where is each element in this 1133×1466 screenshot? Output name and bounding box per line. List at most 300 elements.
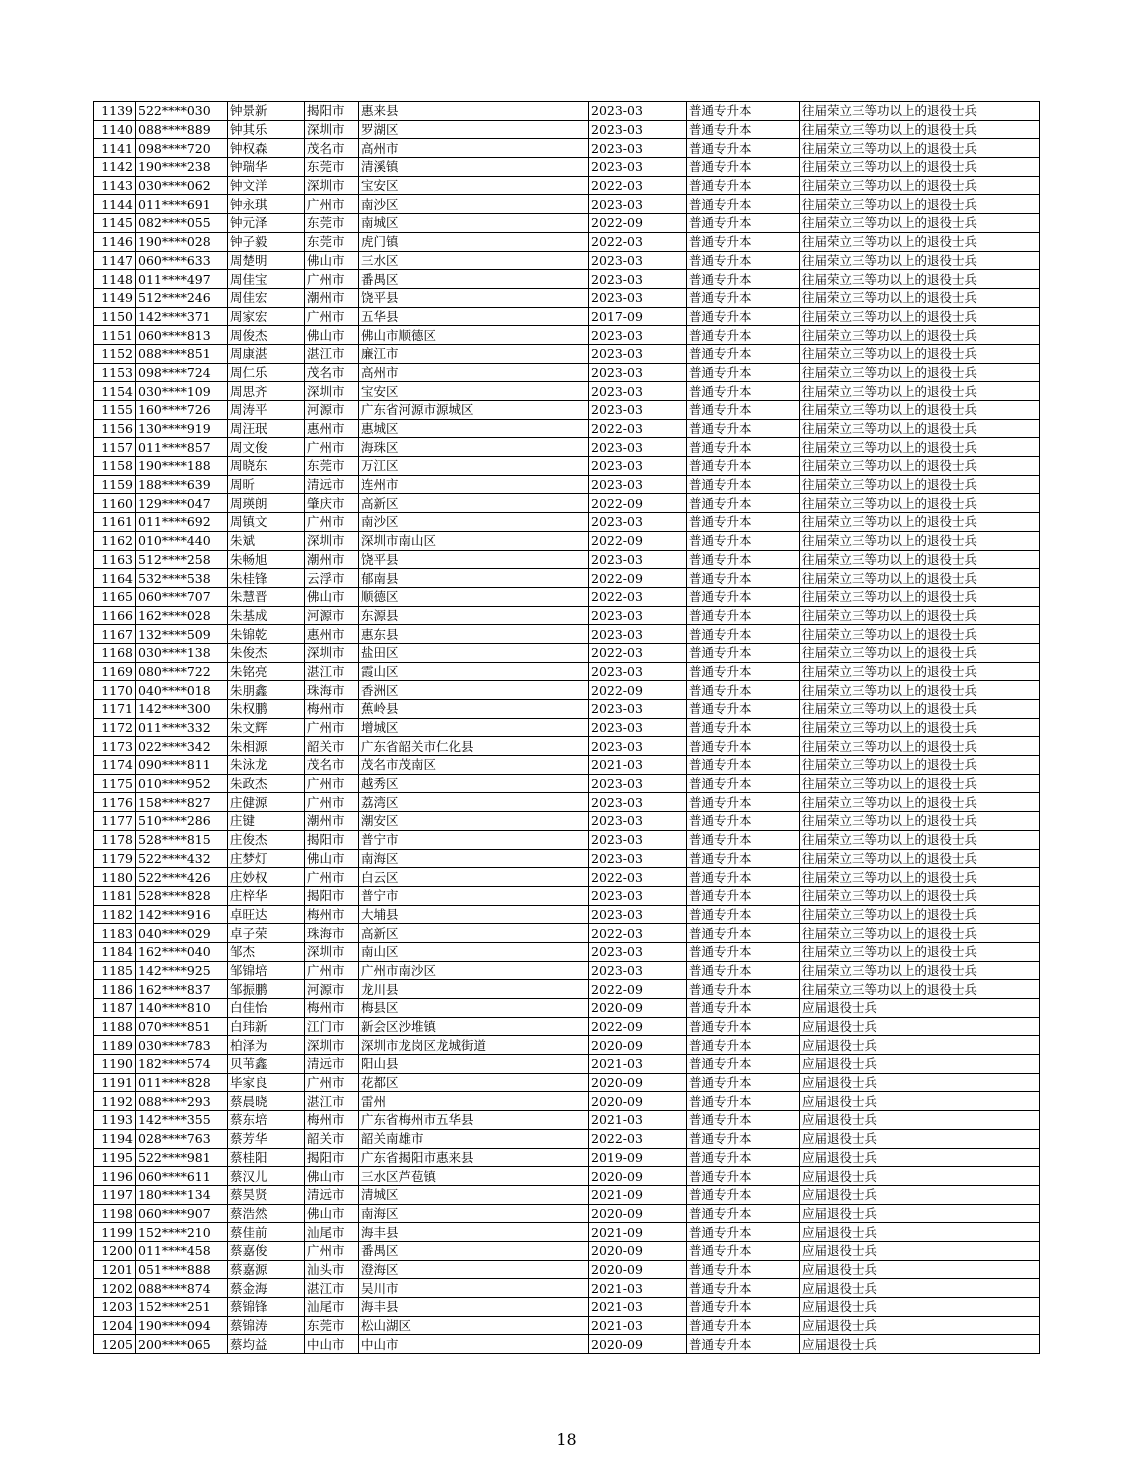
- table-row: [94, 606, 1040, 625]
- cell-program: 普通专升本: [687, 382, 800, 401]
- cell-enlist-date: 2023-03: [589, 606, 687, 625]
- cell-program: 普通专升本: [687, 550, 800, 569]
- cell-city: 汕头市: [305, 1260, 359, 1279]
- cell-district: 阳山县: [359, 1055, 589, 1074]
- cell-id-number: 190****028: [136, 232, 228, 251]
- cell-category: 应届退役士兵: [800, 1316, 1040, 1335]
- cell-district: 海丰县: [359, 1298, 589, 1317]
- cell-category: 应届退役士兵: [800, 1055, 1040, 1074]
- table-row: [94, 793, 1040, 812]
- cell-id-number: 040****018: [136, 681, 228, 700]
- table-row: [94, 139, 1040, 158]
- table-row: [94, 868, 1040, 887]
- table-row: [94, 1316, 1040, 1335]
- cell-name: 朱基成: [228, 606, 305, 625]
- cell-district: 潮安区: [359, 812, 589, 831]
- cell-name: 周瑛朗: [228, 494, 305, 513]
- table-row: [94, 1092, 1040, 1111]
- cell-program: 普通专升本: [687, 980, 800, 999]
- cell-serial-number: 1198: [94, 1204, 136, 1223]
- cell-city: 珠海市: [305, 924, 359, 943]
- cell-program: 普通专升本: [687, 830, 800, 849]
- cell-program: 普通专升本: [687, 419, 800, 438]
- cell-district: 南山区: [359, 942, 589, 961]
- cell-program: 普通专升本: [687, 905, 800, 924]
- cell-program: 普通专升本: [687, 457, 800, 476]
- cell-category: 往届荣立三等功以上的退役士兵: [800, 270, 1040, 289]
- cell-program: 普通专升本: [687, 868, 800, 887]
- cell-name: 钟景新: [228, 102, 305, 121]
- cell-enlist-date: 2023-03: [589, 886, 687, 905]
- cell-id-number: 158****827: [136, 793, 228, 812]
- cell-id-number: 080****722: [136, 662, 228, 681]
- cell-category: 应届退役士兵: [800, 1335, 1040, 1354]
- cell-serial-number: 1167: [94, 625, 136, 644]
- cell-city: 河源市: [305, 606, 359, 625]
- cell-city: 肇庆市: [305, 494, 359, 513]
- cell-name: 庄健源: [228, 793, 305, 812]
- table-row: [94, 756, 1040, 775]
- cell-program: 普通专升本: [687, 195, 800, 214]
- cell-category: 往届荣立三等功以上的退役士兵: [800, 232, 1040, 251]
- table-row: [94, 438, 1040, 457]
- cell-id-number: 051****888: [136, 1260, 228, 1279]
- cell-serial-number: 1152: [94, 344, 136, 363]
- cell-program: 普通专升本: [687, 1073, 800, 1092]
- cell-name: 周佳宏: [228, 288, 305, 307]
- cell-city: 清远市: [305, 1055, 359, 1074]
- cell-serial-number: 1185: [94, 961, 136, 980]
- cell-serial-number: 1154: [94, 382, 136, 401]
- cell-program: 普通专升本: [687, 1223, 800, 1242]
- table-row: [94, 214, 1040, 233]
- cell-district: 清溪镇: [359, 158, 589, 177]
- cell-category: 往届荣立三等功以上的退役士兵: [800, 176, 1040, 195]
- cell-enlist-date: 2022-09: [589, 494, 687, 513]
- cell-enlist-date: 2020-09: [589, 1335, 687, 1354]
- cell-city: 清远市: [305, 1185, 359, 1204]
- cell-category: 应届退役士兵: [800, 1204, 1040, 1223]
- cell-enlist-date: 2021-03: [589, 1316, 687, 1335]
- cell-program: 普通专升本: [687, 288, 800, 307]
- cell-program: 普通专升本: [687, 120, 800, 139]
- cell-id-number: 028****763: [136, 1129, 228, 1148]
- cell-district: 惠东县: [359, 625, 589, 644]
- cell-serial-number: 1194: [94, 1129, 136, 1148]
- cell-city: 梅州市: [305, 700, 359, 719]
- cell-id-number: 011****458: [136, 1241, 228, 1260]
- cell-name: 贝苇鑫: [228, 1055, 305, 1074]
- table-row: [94, 1073, 1040, 1092]
- cell-program: 普通专升本: [687, 270, 800, 289]
- cell-program: 普通专升本: [687, 737, 800, 756]
- table-row: [94, 363, 1040, 382]
- cell-district: 蕉岭县: [359, 700, 589, 719]
- cell-program: 普通专升本: [687, 1036, 800, 1055]
- cell-program: 普通专升本: [687, 643, 800, 662]
- cell-serial-number: 1170: [94, 681, 136, 700]
- cell-district: 新会区沙堆镇: [359, 1017, 589, 1036]
- cell-serial-number: 1150: [94, 307, 136, 326]
- table-row: [94, 849, 1040, 868]
- cell-name: 蔡嘉源: [228, 1260, 305, 1279]
- cell-enlist-date: 2022-03: [589, 232, 687, 251]
- cell-category: 往届荣立三等功以上的退役士兵: [800, 214, 1040, 233]
- cell-city: 惠州市: [305, 419, 359, 438]
- cell-enlist-date: 2023-03: [589, 251, 687, 270]
- cell-name: 柏泽为: [228, 1036, 305, 1055]
- cell-serial-number: 1169: [94, 662, 136, 681]
- table-row: [94, 924, 1040, 943]
- cell-program: 普通专升本: [687, 756, 800, 775]
- cell-category: 往届荣立三等功以上的退役士兵: [800, 625, 1040, 644]
- cell-category: 往届荣立三等功以上的退役士兵: [800, 326, 1040, 345]
- cell-name: 周俊杰: [228, 326, 305, 345]
- cell-serial-number: 1162: [94, 531, 136, 550]
- table-row: [94, 288, 1040, 307]
- cell-enlist-date: 2021-03: [589, 1055, 687, 1074]
- cell-serial-number: 1197: [94, 1185, 136, 1204]
- cell-category: 应届退役士兵: [800, 1298, 1040, 1317]
- cell-name: 周汪珉: [228, 419, 305, 438]
- cell-district: 连州市: [359, 475, 589, 494]
- cell-enlist-date: 2021-09: [589, 1185, 687, 1204]
- cell-name: 周涛平: [228, 401, 305, 420]
- cell-category: 往届荣立三等功以上的退役士兵: [800, 401, 1040, 420]
- cell-program: 普通专升本: [687, 326, 800, 345]
- cell-program: 普通专升本: [687, 1129, 800, 1148]
- cell-enlist-date: 2023-03: [589, 158, 687, 177]
- cell-category: 往届荣立三等功以上的退役士兵: [800, 606, 1040, 625]
- cell-category: 往届荣立三等功以上的退役士兵: [800, 942, 1040, 961]
- cell-name: 钟其乐: [228, 120, 305, 139]
- cell-city: 深圳市: [305, 1036, 359, 1055]
- cell-name: 白佳怡: [228, 999, 305, 1018]
- cell-enlist-date: 2023-03: [589, 625, 687, 644]
- cell-district: 梅县区: [359, 999, 589, 1018]
- cell-id-number: 180****134: [136, 1185, 228, 1204]
- cell-id-number: 088****889: [136, 120, 228, 139]
- cell-district: 清城区: [359, 1185, 589, 1204]
- cell-serial-number: 1189: [94, 1036, 136, 1055]
- cell-serial-number: 1176: [94, 793, 136, 812]
- cell-enlist-date: 2022-03: [589, 924, 687, 943]
- cell-district: 宝安区: [359, 176, 589, 195]
- cell-enlist-date: 2022-03: [589, 587, 687, 606]
- cell-id-number: 070****851: [136, 1017, 228, 1036]
- cell-city: 广州市: [305, 307, 359, 326]
- cell-district: 中山市: [359, 1335, 589, 1354]
- cell-city: 清远市: [305, 475, 359, 494]
- cell-category: 应届退役士兵: [800, 1241, 1040, 1260]
- cell-id-number: 510****286: [136, 812, 228, 831]
- cell-category: 往届荣立三等功以上的退役士兵: [800, 494, 1040, 513]
- cell-program: 普通专升本: [687, 718, 800, 737]
- cell-city: 佛山市: [305, 1167, 359, 1186]
- cell-city: 深圳市: [305, 382, 359, 401]
- cell-name: 朱政杰: [228, 774, 305, 793]
- cell-id-number: 088****851: [136, 344, 228, 363]
- cell-id-number: 200****065: [136, 1335, 228, 1354]
- cell-district: 荔湾区: [359, 793, 589, 812]
- cell-serial-number: 1168: [94, 643, 136, 662]
- cell-serial-number: 1142: [94, 158, 136, 177]
- cell-serial-number: 1163: [94, 550, 136, 569]
- cell-name: 卓子荣: [228, 924, 305, 943]
- table-row: [94, 830, 1040, 849]
- cell-district: 海珠区: [359, 438, 589, 457]
- cell-city: 东莞市: [305, 232, 359, 251]
- cell-name: 朱慧晋: [228, 587, 305, 606]
- cell-district: 南城区: [359, 214, 589, 233]
- cell-name: 朱泳龙: [228, 756, 305, 775]
- cell-city: 深圳市: [305, 120, 359, 139]
- cell-program: 普通专升本: [687, 401, 800, 420]
- cell-category: 往届荣立三等功以上的退役士兵: [800, 531, 1040, 550]
- cell-name: 周镇文: [228, 513, 305, 532]
- cell-district: 深圳市南山区: [359, 531, 589, 550]
- cell-enlist-date: 2020-09: [589, 1167, 687, 1186]
- cell-enlist-date: 2023-03: [589, 774, 687, 793]
- cell-district: 高州市: [359, 139, 589, 158]
- cell-enlist-date: 2023-03: [589, 812, 687, 831]
- cell-name: 蔡锦涛: [228, 1316, 305, 1335]
- cell-id-number: 190****238: [136, 158, 228, 177]
- cell-district: 韶关南雄市: [359, 1129, 589, 1148]
- cell-enlist-date: 2023-03: [589, 942, 687, 961]
- cell-enlist-date: 2021-03: [589, 1298, 687, 1317]
- cell-enlist-date: 2023-03: [589, 700, 687, 719]
- cell-serial-number: 1201: [94, 1260, 136, 1279]
- cell-enlist-date: 2020-09: [589, 1073, 687, 1092]
- table-row: [94, 1129, 1040, 1148]
- cell-city: 深圳市: [305, 643, 359, 662]
- cell-name: 周文俊: [228, 438, 305, 457]
- cell-name: 朱铭亮: [228, 662, 305, 681]
- cell-serial-number: 1177: [94, 812, 136, 831]
- cell-district: 饶平县: [359, 550, 589, 569]
- cell-district: 广东省梅州市五华县: [359, 1111, 589, 1130]
- cell-id-number: 152****251: [136, 1298, 228, 1317]
- cell-city: 潮州市: [305, 288, 359, 307]
- cell-city: 揭阳市: [305, 1148, 359, 1167]
- cell-name: 蔡东培: [228, 1111, 305, 1130]
- cell-id-number: 022****342: [136, 737, 228, 756]
- cell-category: 往届荣立三等功以上的退役士兵: [800, 550, 1040, 569]
- cell-category: 往届荣立三等功以上的退役士兵: [800, 382, 1040, 401]
- cell-name: 蔡汉儿: [228, 1167, 305, 1186]
- cell-name: 庄梦灯: [228, 849, 305, 868]
- cell-district: 茂名市茂南区: [359, 756, 589, 775]
- cell-city: 广州市: [305, 868, 359, 887]
- cell-enlist-date: 2023-03: [589, 830, 687, 849]
- cell-serial-number: 1149: [94, 288, 136, 307]
- cell-district: 佛山市顺德区: [359, 326, 589, 345]
- cell-name: 朱桂锋: [228, 569, 305, 588]
- table-row: [94, 1241, 1040, 1260]
- cell-enlist-date: 2022-03: [589, 643, 687, 662]
- cell-name: 庄梓华: [228, 886, 305, 905]
- table-row: [94, 1260, 1040, 1279]
- cell-name: 朱锦乾: [228, 625, 305, 644]
- cell-program: 普通专升本: [687, 1316, 800, 1335]
- cell-name: 周康湛: [228, 344, 305, 363]
- cell-category: 往届荣立三等功以上的退役士兵: [800, 924, 1040, 943]
- cell-district: 番禺区: [359, 1241, 589, 1260]
- cell-city: 东莞市: [305, 1316, 359, 1335]
- table-row: [94, 1223, 1040, 1242]
- cell-program: 普通专升本: [687, 942, 800, 961]
- cell-serial-number: 1140: [94, 120, 136, 139]
- cell-name: 蔡桂阳: [228, 1148, 305, 1167]
- cell-district: 顺德区: [359, 587, 589, 606]
- cell-city: 潮州市: [305, 812, 359, 831]
- table-row: [94, 812, 1040, 831]
- cell-city: 湛江市: [305, 662, 359, 681]
- cell-program: 普通专升本: [687, 1335, 800, 1354]
- cell-program: 普通专升本: [687, 438, 800, 457]
- table-row: [94, 1279, 1040, 1298]
- cell-district: 东源县: [359, 606, 589, 625]
- cell-id-number: 011****857: [136, 438, 228, 457]
- cell-id-number: 010****440: [136, 531, 228, 550]
- cell-id-number: 011****497: [136, 270, 228, 289]
- cell-enlist-date: 2021-03: [589, 756, 687, 775]
- cell-city: 广州市: [305, 438, 359, 457]
- cell-name: 周楚明: [228, 251, 305, 270]
- cell-serial-number: 1172: [94, 718, 136, 737]
- cell-district: 南沙区: [359, 195, 589, 214]
- cell-enlist-date: 2023-03: [589, 718, 687, 737]
- cell-enlist-date: 2020-09: [589, 1036, 687, 1055]
- cell-serial-number: 1160: [94, 494, 136, 513]
- cell-city: 深圳市: [305, 176, 359, 195]
- cell-district: 南海区: [359, 849, 589, 868]
- table-row: [94, 999, 1040, 1018]
- cell-city: 河源市: [305, 980, 359, 999]
- cell-serial-number: 1204: [94, 1316, 136, 1335]
- cell-id-number: 088****293: [136, 1092, 228, 1111]
- cell-name: 朱文辉: [228, 718, 305, 737]
- cell-name: 朱畅旭: [228, 550, 305, 569]
- cell-program: 普通专升本: [687, 363, 800, 382]
- cell-city: 珠海市: [305, 681, 359, 700]
- table-row: [94, 419, 1040, 438]
- cell-category: 往届荣立三等功以上的退役士兵: [800, 886, 1040, 905]
- cell-serial-number: 1151: [94, 326, 136, 345]
- cell-category: 往届荣立三等功以上的退役士兵: [800, 513, 1040, 532]
- roster-body: [94, 102, 1040, 1354]
- cell-district: 香洲区: [359, 681, 589, 700]
- cell-city: 佛山市: [305, 849, 359, 868]
- cell-name: 钟权森: [228, 139, 305, 158]
- cell-enlist-date: 2023-03: [589, 270, 687, 289]
- cell-category: 往届荣立三等功以上的退役士兵: [800, 756, 1040, 775]
- cell-district: 郁南县: [359, 569, 589, 588]
- cell-city: 韶关市: [305, 737, 359, 756]
- cell-category: 往届荣立三等功以上的退役士兵: [800, 681, 1040, 700]
- cell-program: 普通专升本: [687, 1241, 800, 1260]
- cell-category: 往届荣立三等功以上的退役士兵: [800, 905, 1040, 924]
- cell-serial-number: 1181: [94, 886, 136, 905]
- cell-city: 广州市: [305, 1073, 359, 1092]
- cell-category: 应届退役士兵: [800, 1036, 1040, 1055]
- cell-name: 周佳宝: [228, 270, 305, 289]
- cell-category: 往届荣立三等功以上的退役士兵: [800, 457, 1040, 476]
- cell-district: 盐田区: [359, 643, 589, 662]
- table-row: [94, 120, 1040, 139]
- cell-serial-number: 1161: [94, 513, 136, 532]
- cell-city: 梅州市: [305, 1111, 359, 1130]
- table-row: [94, 774, 1040, 793]
- cell-category: 往届荣立三等功以上的退役士兵: [800, 307, 1040, 326]
- cell-serial-number: 1157: [94, 438, 136, 457]
- cell-id-number: 190****094: [136, 1316, 228, 1335]
- cell-enlist-date: 2022-09: [589, 569, 687, 588]
- table-row: [94, 643, 1040, 662]
- cell-city: 揭阳市: [305, 830, 359, 849]
- cell-enlist-date: 2022-09: [589, 1017, 687, 1036]
- cell-id-number: 528****815: [136, 830, 228, 849]
- cell-program: 普通专升本: [687, 232, 800, 251]
- cell-id-number: 011****332: [136, 718, 228, 737]
- table-row: [94, 457, 1040, 476]
- cell-category: 往届荣立三等功以上的退役士兵: [800, 961, 1040, 980]
- cell-program: 普通专升本: [687, 531, 800, 550]
- cell-serial-number: 1171: [94, 700, 136, 719]
- cell-id-number: 160****726: [136, 401, 228, 420]
- cell-district: 廉江市: [359, 344, 589, 363]
- cell-city: 湛江市: [305, 344, 359, 363]
- cell-enlist-date: 2022-03: [589, 419, 687, 438]
- cell-enlist-date: 2023-03: [589, 139, 687, 158]
- cell-serial-number: 1199: [94, 1223, 136, 1242]
- cell-district: 高新区: [359, 494, 589, 513]
- cell-category: 应届退役士兵: [800, 999, 1040, 1018]
- cell-city: 佛山市: [305, 251, 359, 270]
- cell-enlist-date: 2023-03: [589, 438, 687, 457]
- cell-id-number: 040****029: [136, 924, 228, 943]
- cell-category: 往届荣立三等功以上的退役士兵: [800, 195, 1040, 214]
- table-row: [94, 494, 1040, 513]
- cell-name: 蔡锦锋: [228, 1298, 305, 1317]
- cell-serial-number: 1188: [94, 1017, 136, 1036]
- cell-serial-number: 1183: [94, 924, 136, 943]
- table-row: [94, 1298, 1040, 1317]
- cell-city: 韶关市: [305, 1129, 359, 1148]
- cell-id-number: 512****246: [136, 288, 228, 307]
- cell-city: 江门市: [305, 1017, 359, 1036]
- cell-id-number: 060****907: [136, 1204, 228, 1223]
- cell-enlist-date: 2023-03: [589, 344, 687, 363]
- table-row: [94, 513, 1040, 532]
- cell-enlist-date: 2023-03: [589, 737, 687, 756]
- cell-serial-number: 1191: [94, 1073, 136, 1092]
- cell-program: 普通专升本: [687, 494, 800, 513]
- cell-id-number: 512****258: [136, 550, 228, 569]
- cell-serial-number: 1202: [94, 1279, 136, 1298]
- cell-program: 普通专升本: [687, 344, 800, 363]
- cell-serial-number: 1166: [94, 606, 136, 625]
- cell-name: 朱俊杰: [228, 643, 305, 662]
- cell-id-number: 190****188: [136, 457, 228, 476]
- cell-category: 往届荣立三等功以上的退役士兵: [800, 288, 1040, 307]
- cell-enlist-date: 2023-03: [589, 457, 687, 476]
- table-row: [94, 905, 1040, 924]
- cell-city: 广州市: [305, 793, 359, 812]
- cell-city: 揭阳市: [305, 102, 359, 121]
- cell-id-number: 142****925: [136, 961, 228, 980]
